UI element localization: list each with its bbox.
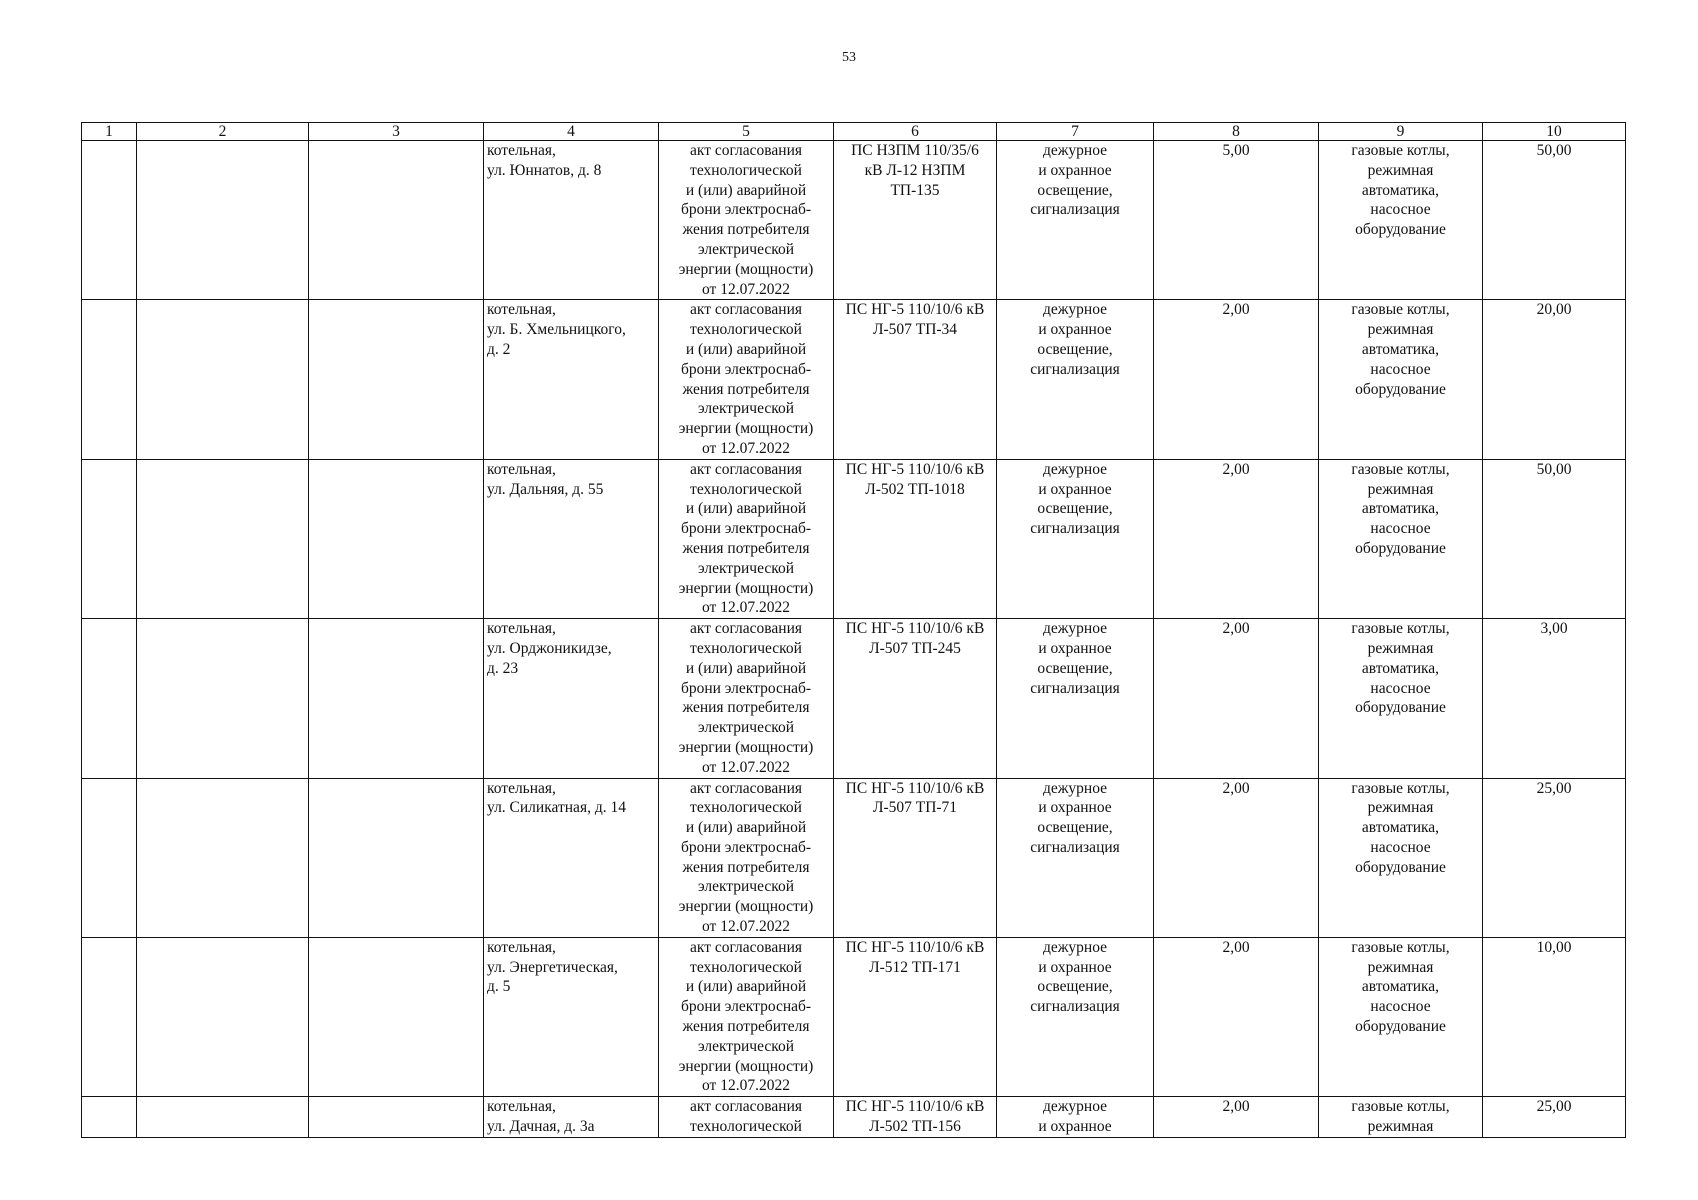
cell-line: автоматика, [1361, 659, 1440, 677]
column-header: 7 [997, 123, 1154, 141]
load-type-cell [997, 1097, 1154, 1138]
cell-line: сигнализация [1030, 201, 1120, 219]
cell-line: ПС НГ-5 110/10/6 кВ [845, 779, 985, 797]
cell-value: 2,00 [1222, 301, 1250, 319]
cell-line: режимная [1367, 161, 1434, 179]
emergency-power-cell [1154, 459, 1319, 618]
cell-line: жения потребителя [682, 380, 810, 398]
empty-cell [309, 778, 484, 937]
power-source-cell [834, 937, 997, 1096]
cell-line: энергии (мощности) [678, 738, 814, 756]
cell-line: сигнализация [1030, 520, 1120, 538]
cell-line: технологической [690, 161, 802, 179]
column-header: 3 [309, 123, 484, 141]
cell-line: дежурное [1042, 620, 1108, 638]
cell-line: и охранное [1038, 480, 1112, 498]
cell-line: энергии (мощности) [678, 260, 814, 278]
tech-power-cell [1483, 778, 1626, 937]
cell-line: жения потребителя [682, 699, 810, 717]
cell-line: котельная, [487, 779, 556, 797]
cell-line: и охранное [1038, 321, 1112, 339]
cell-value: 50,00 [1536, 460, 1572, 478]
cell-line: режимная [1367, 1118, 1434, 1136]
agreement-cell [659, 778, 834, 937]
column-header: 10 [1483, 123, 1626, 141]
empty-cell [82, 141, 137, 300]
table-header-row [82, 123, 1626, 141]
equipment-cell [1319, 300, 1483, 459]
cell-line: насосное [1370, 838, 1431, 856]
tech-power-cell [1483, 937, 1626, 1096]
cell-line: акт согласования [689, 779, 802, 797]
load-type-cell [997, 778, 1154, 937]
cell-line: технологической [690, 799, 802, 817]
emergency-power-cell [1154, 1097, 1319, 1138]
cell-line: сигнализация [1030, 998, 1120, 1016]
table-row [82, 459, 1626, 618]
cell-line: котельная, [487, 301, 556, 319]
empty-cell [309, 619, 484, 778]
cell-line: автоматика, [1361, 181, 1440, 199]
empty-cell [309, 300, 484, 459]
cell-line: и (или) аварийной [685, 819, 807, 837]
equipment-cell [1319, 459, 1483, 618]
cell-line: брони электроснаб- [680, 360, 812, 378]
cell-line: котельная, [487, 1098, 556, 1116]
agreement-cell [659, 619, 834, 778]
table-row [82, 141, 1626, 300]
cell-line: газовые котлы, [1351, 779, 1450, 797]
cell-line: насосное [1370, 520, 1431, 538]
power-source-cell [834, 619, 997, 778]
cell-line: освещение, [1037, 978, 1113, 996]
cell-line: энергии (мощности) [678, 579, 814, 597]
cell-line: дежурное [1042, 779, 1108, 797]
cell-line: оборудование [1355, 539, 1446, 557]
object-cell [484, 141, 659, 300]
cell-line: технологической [690, 1118, 802, 1136]
cell-line: и (или) аварийной [685, 978, 807, 996]
cell-line: жения потребителя [682, 858, 810, 876]
cell-line: и (или) аварийной [685, 340, 807, 358]
tech-power-cell [1483, 300, 1626, 459]
cell-line: ул. Орджоникидзе, [487, 639, 612, 657]
cell-line: и охранное [1038, 958, 1112, 976]
column-header: 9 [1319, 123, 1483, 141]
cell-line: освещение, [1037, 659, 1113, 677]
object-cell [484, 619, 659, 778]
cell-line: освещение, [1037, 340, 1113, 358]
empty-cell [309, 1097, 484, 1138]
tech-power-cell [1483, 1097, 1626, 1138]
emergency-power-cell [1154, 141, 1319, 300]
table-row [82, 778, 1626, 937]
power-source-cell [834, 778, 997, 937]
cell-line: режимная [1367, 321, 1434, 339]
equipment-cell [1319, 1097, 1483, 1138]
cell-line: дежурное [1042, 301, 1108, 319]
equipment-cell [1319, 619, 1483, 778]
cell-line: Л-507 ТП-245 [869, 639, 961, 657]
cell-line: ул. Дачная, д. 3а [487, 1118, 595, 1136]
cell-value: 2,00 [1222, 1098, 1250, 1116]
cell-line: сигнализация [1030, 838, 1120, 856]
cell-value: 10,00 [1536, 938, 1572, 956]
tech-power-cell [1483, 459, 1626, 618]
cell-line: газовые котлы, [1351, 1098, 1450, 1116]
table-row [82, 300, 1626, 459]
cell-value: 50,00 [1536, 142, 1572, 159]
cell-line: и (или) аварийной [685, 659, 807, 677]
empty-cell [309, 141, 484, 300]
cell-line: ПС НЗПМ 110/35/6 [851, 142, 979, 159]
cell-line: электрической [697, 719, 795, 737]
cell-line: ПС НГ-5 110/10/6 кВ [845, 301, 985, 319]
object-cell [484, 459, 659, 618]
object-cell [484, 937, 659, 1096]
empty-cell [82, 619, 137, 778]
agreement-cell [659, 300, 834, 459]
document-table [81, 122, 1626, 1138]
cell-line: ул. Энергетическая, [487, 958, 618, 976]
cell-line: насосное [1370, 201, 1431, 219]
cell-line: котельная, [487, 460, 556, 478]
cell-line: ТП-135 [890, 181, 940, 199]
cell-line: освещение, [1037, 181, 1113, 199]
cell-line: газовые котлы, [1351, 142, 1450, 159]
cell-line: ПС НГ-5 110/10/6 кВ [845, 620, 985, 638]
agreement-cell [659, 937, 834, 1096]
cell-line: освещение, [1037, 819, 1113, 837]
cell-line: жения потребителя [682, 221, 810, 239]
cell-value: 2,00 [1222, 938, 1250, 956]
tech-power-cell [1483, 619, 1626, 778]
cell-line: д. 23 [487, 659, 519, 677]
cell-line: брони электроснаб- [680, 679, 812, 697]
cell-value: 25,00 [1536, 1098, 1572, 1116]
cell-line: акт согласования [689, 301, 802, 319]
cell-line: технологической [690, 321, 802, 339]
cell-line: режимная [1367, 480, 1434, 498]
cell-line: дежурное [1042, 1098, 1108, 1116]
emergency-power-cell [1154, 937, 1319, 1096]
cell-line: оборудование [1355, 858, 1446, 876]
cell-line: ПС НГ-5 110/10/6 кВ [845, 1098, 985, 1116]
cell-line: энергии (мощности) [678, 420, 814, 438]
object-cell [484, 300, 659, 459]
cell-line: д. 2 [487, 340, 511, 358]
cell-line: режимная [1367, 639, 1434, 657]
cell-value: 2,00 [1222, 460, 1250, 478]
cell-line: технологической [690, 639, 802, 657]
load-type-cell [997, 459, 1154, 618]
cell-line: Л-512 ТП-171 [869, 958, 961, 976]
cell-line: электрической [697, 400, 795, 418]
table-body [82, 141, 1626, 1138]
column-header: 4 [484, 123, 659, 141]
cell-line: оборудование [1355, 1018, 1446, 1036]
cell-line: сигнализация [1030, 360, 1120, 378]
cell-line: энергии (мощности) [678, 1057, 814, 1075]
load-type-cell [997, 619, 1154, 778]
cell-line: кВ Л-12 НЗПМ [864, 161, 966, 179]
cell-line: дежурное [1042, 142, 1108, 159]
cell-line: и охранное [1038, 1118, 1112, 1136]
empty-cell [137, 778, 309, 937]
column-header: 8 [1154, 123, 1319, 141]
cell-line: электрической [697, 878, 795, 896]
empty-cell [137, 141, 309, 300]
cell-line: дежурное [1042, 938, 1108, 956]
cell-line: котельная, [487, 620, 556, 638]
emergency-power-cell [1154, 300, 1319, 459]
table-row [82, 619, 1626, 778]
cell-line: ул. Юннатов, д. 8 [487, 161, 602, 179]
cell-line: Л-507 ТП-34 [872, 321, 958, 339]
cell-line: освещение, [1037, 500, 1113, 518]
cell-line: газовые котлы, [1351, 460, 1450, 478]
cell-line: оборудование [1355, 221, 1446, 239]
cell-line: газовые котлы, [1351, 620, 1450, 638]
cell-line: от 12.07.2022 [702, 439, 790, 457]
empty-cell [82, 300, 137, 459]
cell-line: ул. Силикатная, д. 14 [487, 799, 626, 817]
equipment-cell [1319, 937, 1483, 1096]
cell-line: и (или) аварийной [685, 500, 807, 518]
cell-line: режимная [1367, 958, 1434, 976]
cell-line: Л-502 ТП-1018 [865, 480, 965, 498]
cell-line: ПС НГ-5 110/10/6 кВ [845, 460, 985, 478]
cell-line: энергии (мощности) [678, 898, 814, 916]
page-number: 53 [842, 50, 856, 65]
empty-cell [137, 619, 309, 778]
column-header: 5 [659, 123, 834, 141]
cell-line: жения потребителя [682, 539, 810, 557]
table-row [82, 937, 1626, 1096]
cell-line: электрической [697, 559, 795, 577]
column-header: 2 [137, 123, 309, 141]
object-cell [484, 1097, 659, 1138]
cell-value: 2,00 [1222, 779, 1250, 797]
cell-line: технологической [690, 480, 802, 498]
empty-cell [137, 300, 309, 459]
cell-line: брони электроснаб- [680, 838, 812, 856]
column-header: 6 [834, 123, 997, 141]
cell-line: газовые котлы, [1351, 301, 1450, 319]
cell-line: акт согласования [689, 938, 802, 956]
emergency-power-cell [1154, 778, 1319, 937]
empty-cell [137, 937, 309, 1096]
cell-line: и (или) аварийной [685, 181, 807, 199]
cell-line: от 12.07.2022 [702, 1077, 790, 1095]
cell-line: дежурное [1042, 460, 1108, 478]
cell-value: 3,00 [1540, 620, 1568, 638]
cell-line: автоматика, [1361, 819, 1440, 837]
cell-line: брони электроснаб- [680, 201, 812, 219]
empty-cell [309, 459, 484, 618]
cell-line: насосное [1370, 998, 1431, 1016]
cell-line: от 12.07.2022 [702, 280, 790, 298]
object-cell [484, 778, 659, 937]
empty-cell [137, 1097, 309, 1138]
cell-line: Л-502 ТП-156 [869, 1118, 961, 1136]
table-row [82, 1097, 1626, 1138]
cell-line: Л-507 ТП-71 [872, 799, 958, 817]
cell-line: автоматика, [1361, 340, 1440, 358]
empty-cell [82, 937, 137, 1096]
tech-power-cell [1483, 141, 1626, 300]
cell-line: и охранное [1038, 799, 1112, 817]
load-type-cell [997, 937, 1154, 1096]
agreement-cell [659, 141, 834, 300]
cell-line: и охранное [1038, 161, 1112, 179]
cell-line: акт согласования [689, 1098, 802, 1116]
empty-cell [82, 459, 137, 618]
cell-line: оборудование [1355, 380, 1446, 398]
cell-line: ул. Б. Хмельницкого, [487, 321, 626, 339]
power-source-cell [834, 1097, 997, 1138]
cell-line: ул. Дальняя, д. 55 [487, 480, 604, 498]
cell-value: 20,00 [1536, 301, 1572, 319]
cell-line: электрической [697, 1037, 795, 1055]
cell-line: д. 5 [487, 978, 511, 996]
empty-cell [137, 459, 309, 618]
equipment-cell [1319, 778, 1483, 937]
cell-line: жения потребителя [682, 1018, 810, 1036]
power-source-cell [834, 459, 997, 618]
cell-line: автоматика, [1361, 500, 1440, 518]
cell-line: и охранное [1038, 639, 1112, 657]
cell-line: насосное [1370, 360, 1431, 378]
cell-line: от 12.07.2022 [702, 918, 790, 936]
cell-line: ПС НГ-5 110/10/6 кВ [845, 938, 985, 956]
cell-line: автоматика, [1361, 978, 1440, 996]
empty-cell [82, 778, 137, 937]
cell-line: технологической [690, 958, 802, 976]
load-type-cell [997, 141, 1154, 300]
cell-value: 5,00 [1222, 142, 1250, 159]
agreement-cell [659, 459, 834, 618]
cell-value: 2,00 [1222, 620, 1250, 638]
emergency-power-cell [1154, 619, 1319, 778]
load-type-cell [997, 300, 1154, 459]
equipment-cell [1319, 141, 1483, 300]
cell-line: котельная, [487, 938, 556, 956]
column-header: 1 [82, 123, 137, 141]
cell-line: котельная, [487, 142, 556, 159]
cell-line: акт согласования [689, 142, 802, 159]
cell-line: режимная [1367, 799, 1434, 817]
cell-line: газовые котлы, [1351, 938, 1450, 956]
cell-line: насосное [1370, 679, 1431, 697]
cell-line: оборудование [1355, 699, 1446, 717]
cell-line: электрической [697, 240, 795, 258]
cell-line: акт согласования [689, 460, 802, 478]
cell-value: 25,00 [1536, 779, 1572, 797]
empty-cell [309, 937, 484, 1096]
cell-line: брони электроснаб- [680, 998, 812, 1016]
cell-line: от 12.07.2022 [702, 599, 790, 617]
cell-line: брони электроснаб- [680, 520, 812, 538]
cell-line: сигнализация [1030, 679, 1120, 697]
power-source-cell [834, 141, 997, 300]
cell-line: от 12.07.2022 [702, 758, 790, 776]
cell-line: акт согласования [689, 620, 802, 638]
empty-cell [82, 1097, 137, 1138]
power-source-cell [834, 300, 997, 459]
agreement-cell [659, 1097, 834, 1138]
